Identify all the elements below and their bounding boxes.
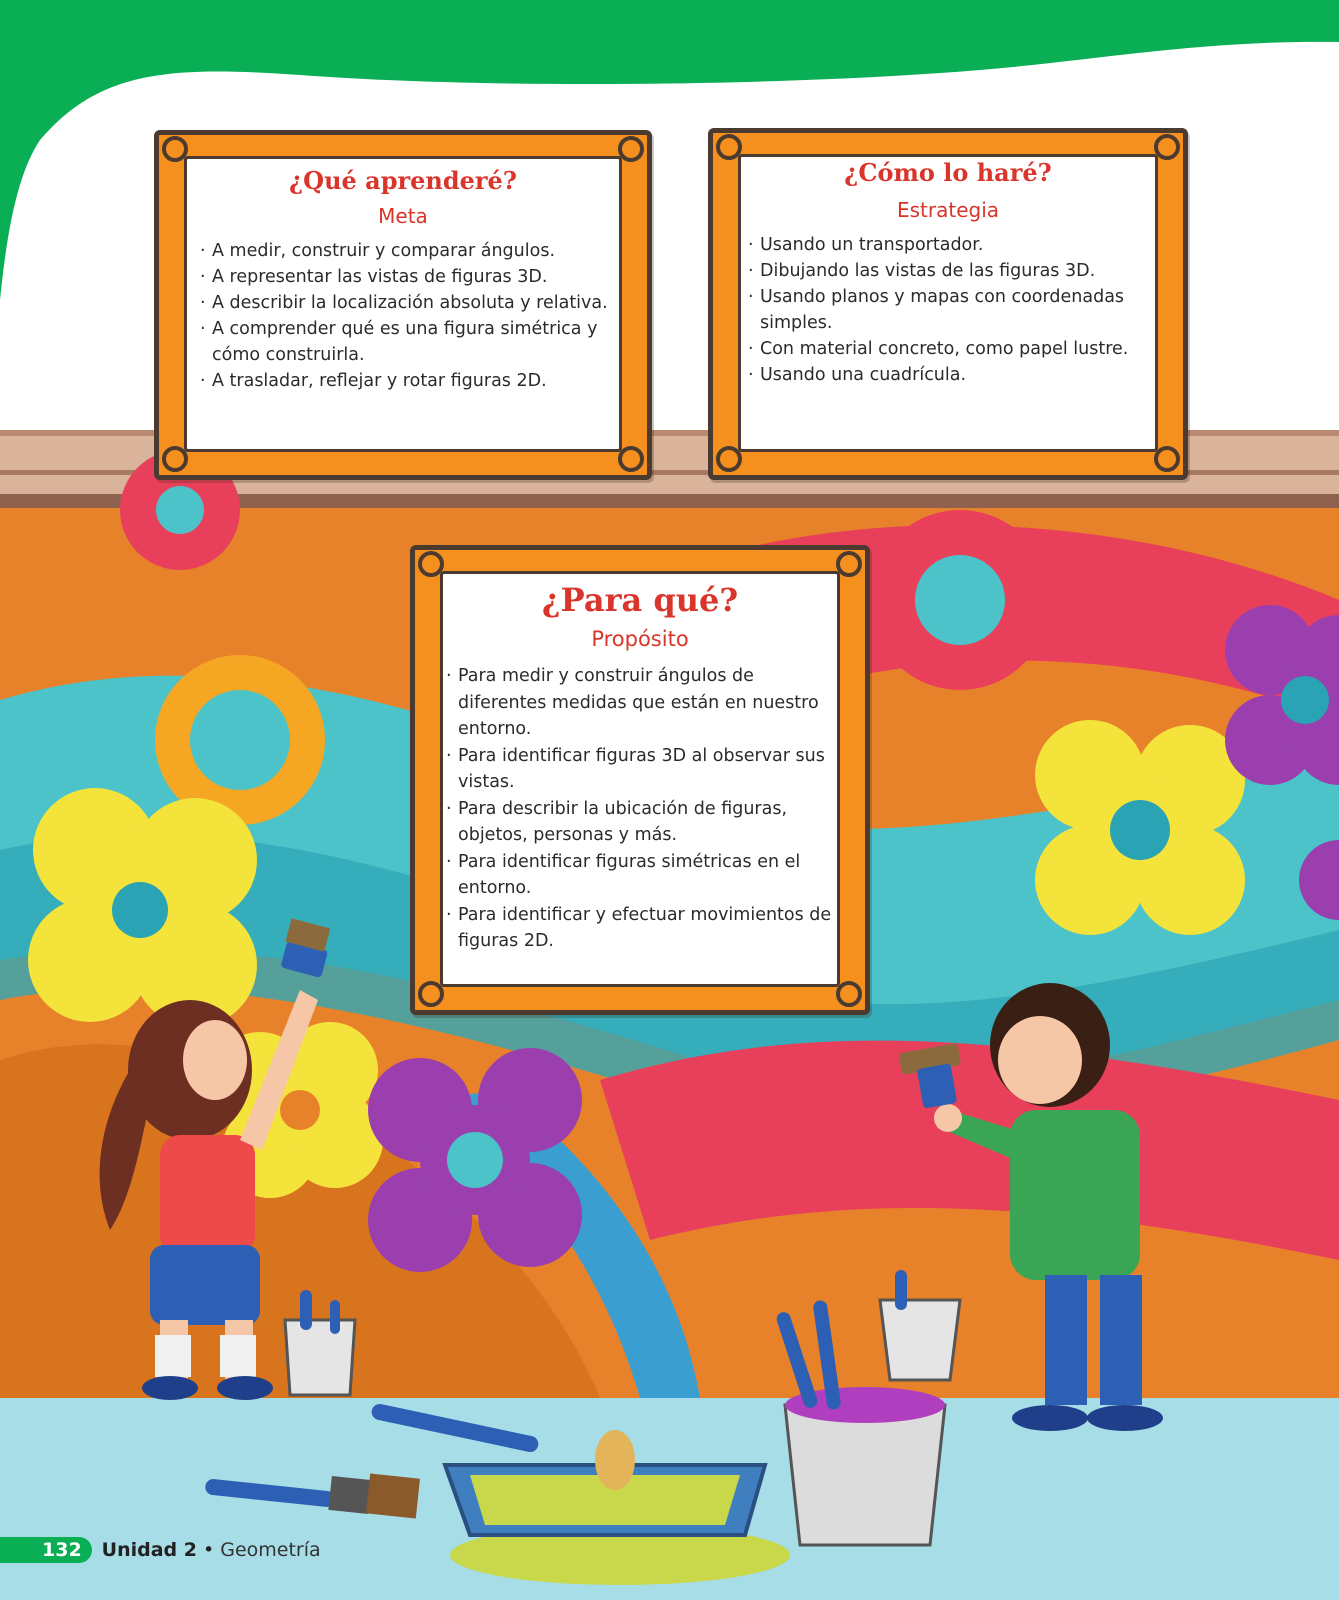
list-item: · A comprender qué es una figura simétrica y cómo construirla. xyxy=(200,316,610,368)
list-item: · Con material concreto, como papel lustre. xyxy=(748,336,1148,362)
list-item: · A trasladar, reflejar y rotar figuras 2D. xyxy=(200,368,610,394)
frame-subtitle: Estrategia xyxy=(896,198,1000,222)
frame-title: ¿Cómo lo haré? xyxy=(844,158,1052,187)
frame-corner-knob xyxy=(716,134,742,160)
frame-meta xyxy=(154,130,652,480)
list-item: · Para identificar figuras 3D al observar sus vistas. xyxy=(446,743,836,796)
frame-subtitle: Propósito xyxy=(591,627,689,651)
frame-corner-knob xyxy=(418,981,444,1007)
list-item: · Para identificar y efectuar movimientos de figuras 2D. xyxy=(446,902,836,955)
frame-corner-knob xyxy=(618,446,644,472)
frame-title: ¿Para qué? xyxy=(541,581,739,619)
list-item: · Usando una cuadrícula. xyxy=(748,362,1148,388)
page-footer xyxy=(0,1534,321,1566)
frame-corner-knob xyxy=(162,136,188,162)
frame-subtitle: Meta xyxy=(378,204,428,228)
goal-list xyxy=(200,238,610,394)
frame-corner-knob xyxy=(418,551,444,577)
list-item: · Para describir la ubicación de figuras, objetos, personas y más. xyxy=(446,796,836,849)
strategy-list xyxy=(748,232,1148,388)
list-item: · Dibujando las vistas de las figuras 3D. xyxy=(748,258,1148,284)
list-item: · Para identificar figuras simétricas en el entorno. xyxy=(446,849,836,902)
frame-title: ¿Qué aprenderé? xyxy=(289,166,517,195)
list-item: · A medir, construir y comparar ángulos. xyxy=(200,238,610,264)
list-item: · Usando un transportador. xyxy=(748,232,1148,258)
purpose-list xyxy=(446,663,836,955)
list-item: · A describir la localización absoluta y relativa. xyxy=(200,290,610,316)
list-item: · Para medir y construir ángulos de diferentes medidas que están en nuestro entorno. xyxy=(446,663,836,743)
frame-corner-knob xyxy=(1154,134,1180,160)
frame-estrategia xyxy=(708,128,1188,480)
footer-separator: • xyxy=(203,1539,215,1561)
list-item: · A representar las vistas de figuras 3D. xyxy=(200,264,610,290)
frame-corner-knob xyxy=(618,136,644,162)
footer-unit: Unidad 2 xyxy=(101,1539,197,1561)
page-number: 132 xyxy=(0,1537,92,1563)
frame-corner-knob xyxy=(716,446,742,472)
frame-corner-knob xyxy=(836,981,862,1007)
frame-corner-knob xyxy=(162,446,188,472)
list-item: · Usando planos y mapas con coordenadas simples. xyxy=(748,284,1148,336)
frame-corner-knob xyxy=(836,551,862,577)
frame-corner-knob xyxy=(1154,446,1180,472)
frame-proposito xyxy=(410,545,870,1015)
footer-topic: Geometría xyxy=(220,1539,321,1561)
